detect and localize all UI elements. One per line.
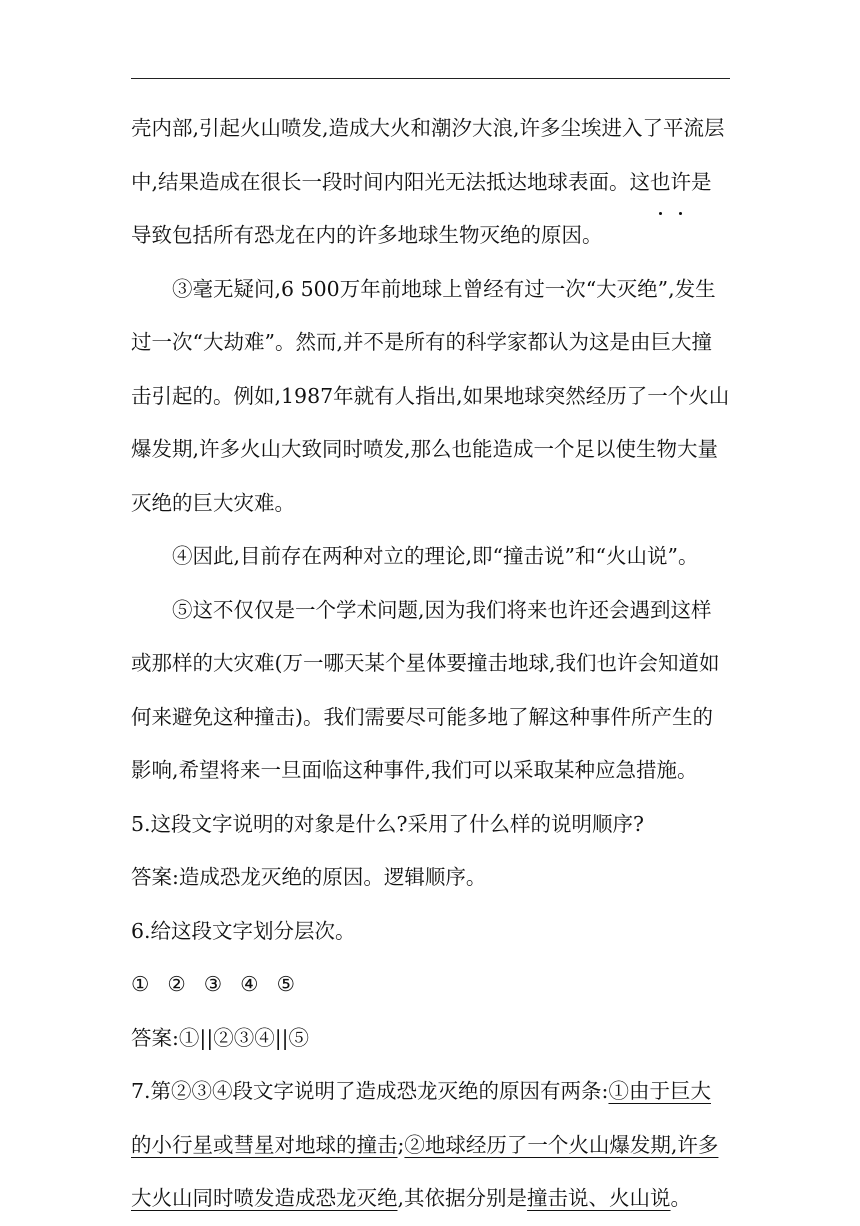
answer-5: 答案:造成恐龙灭绝的原因。逻辑顺序。	[131, 865, 487, 889]
document-content	[131, 102, 731, 1226]
option-3: ③	[203, 972, 223, 996]
emphasis-char: 许	[671, 156, 692, 210]
answer-blank-2: ②地球经历了一个火山爆发期,许多大火山同时喷发造成恐龙灭绝	[131, 1132, 719, 1210]
paragraph-3: ③毫无疑问,6 500万年前地球上曾经有过一次“大灭绝”,发生过一次“大劫难”。然而,并不是所有的科学家都认为这是由巨大撞击引起的。例如,1987年就有人指出,如果地球突然经历了一个火山爆发期,许多火山大致同时喷发,那么也能造成一个足以使生物大量灭绝的巨大灾难。	[131, 276, 730, 515]
answer-blank-3: 撞击说、火山说	[527, 1186, 671, 1210]
option-1: ①	[131, 972, 150, 996]
question-7: 7.第②③④段文字说明了造成恐龙灭绝的原因有两条:①由于巨大的小行星或彗星对地球的撞击;②地球经历了一个火山爆发期,许多大火山同时喷发造成恐龙灭绝,其依据分别是撞击说、火山说。	[131, 1079, 719, 1210]
question-6: 6.给这段文字划分层次。	[131, 918, 356, 943]
paragraph-4: ④因此,目前存在两种对立的理论,即“撞击说”和“火山说”。	[172, 544, 699, 568]
emphasis-char: 也	[650, 156, 671, 210]
option-2: ②	[167, 972, 186, 996]
option-5: ⑤	[276, 972, 295, 996]
answer-6: 答案:①||②③④||⑤	[131, 1025, 310, 1050]
header-rule	[131, 78, 730, 79]
paragraph-5: ⑤这不仅仅是一个学术问题,因为我们将来也许还会遇到这样或那样的大灾难(万一哪天某个星体要撞击地球,我们也许会知道如何来避免这种撞击)。我们需要尽可能多地了解这种事件所产生的影响,希望将来一旦面临这种事件,我们可以采取某种应急措施。	[131, 597, 720, 782]
question-6-options	[131, 958, 731, 1012]
paragraph-2-continuation: 壳内部,引起火山喷发,造成大火和潮汐大浪,许多尘埃进入了平流层中,结果造成在很长一段时间内阳光无法抵达地球表面。这也许是导致包括所有恐龙在内的许多地球生物灭绝的原因。	[131, 116, 725, 247]
answer-blank-1: ①由于巨大的小行星或彗星对地球的撞击	[131, 1079, 711, 1157]
option-4: ④	[240, 972, 259, 996]
question-5: 5.这段文字说明的对象是什么?采用了什么样的说明顺序?	[131, 811, 645, 836]
